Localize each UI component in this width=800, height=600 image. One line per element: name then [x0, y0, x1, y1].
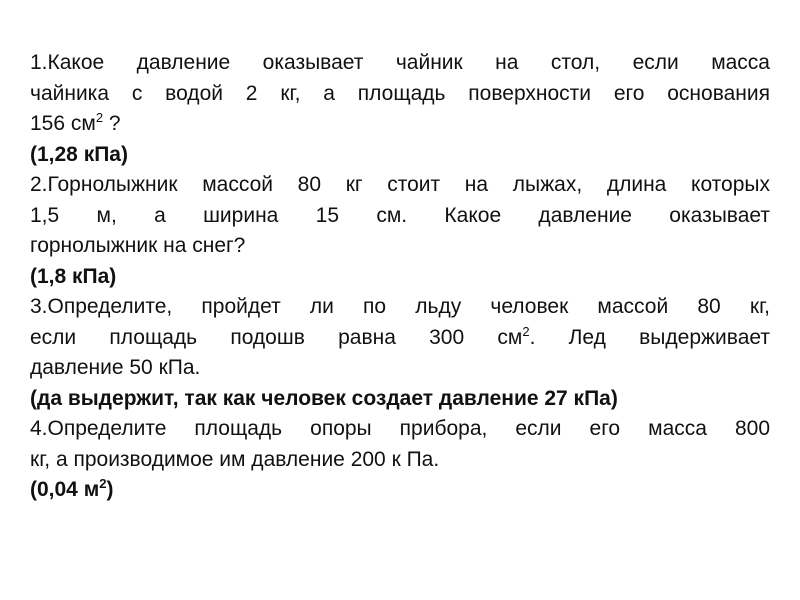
problem-3-area-tail: . Лед выдерживает — [529, 325, 770, 349]
problem-2-number: 2. — [30, 173, 48, 196]
problem-3-line-1 — [30, 292, 770, 323]
problem-1-area-text: 156 см — [30, 112, 96, 135]
problem-2-line-2: 1,5 м, а ширина 15 см. Какое давление оказывает — [30, 203, 770, 227]
problem-1-area-sup: 2 — [95, 110, 104, 125]
problem-3-line-3: давление 50 кПа. — [30, 356, 201, 379]
problem-1-number: 1. — [30, 51, 48, 74]
problem-1-area-tail: ? — [103, 112, 121, 135]
problem-4-answer — [30, 475, 770, 506]
problem-3-area-sup: 2 — [522, 323, 530, 339]
problem-3-answer: (да выдержит, так как человек создает давление 27 кПа) — [30, 386, 618, 410]
problem-1-answer: (1,28 кПа) — [30, 142, 128, 166]
problem-4-answer-text: (0,04 м — [30, 478, 100, 501]
problem-4-text-1: Определите площадь опоры прибора, если его масса 800 — [47, 417, 770, 440]
problem-2-text-1: Горнолыжник массой 80 кг стоит на лыжах, длина которых — [47, 173, 770, 196]
problem-3-number: 3. — [30, 295, 48, 318]
problem-4-answer-sup: 2 — [99, 476, 107, 491]
problem-1-line-3 — [30, 109, 770, 140]
problem-1-line-2: чайника с водой 2 кг, а площадь поверхности его основания — [30, 81, 770, 105]
problem-4-line-1 — [30, 414, 770, 445]
problem-3-line-2 — [30, 323, 770, 354]
problem-2-line-1 — [30, 170, 770, 201]
problem-3-text-1: Определите, пройдет ли по льду человек массой 80 кг, — [47, 295, 770, 318]
problem-3-area-text: если площадь подошв равна 300 см — [30, 325, 523, 349]
problem-1-line-1 — [30, 48, 770, 79]
problem-1-text-1: Какое давление оказывает чайник на стол, если масса — [47, 51, 770, 74]
problem-sheet — [30, 48, 770, 506]
problem-2-line-3: горнолыжник на снег? — [30, 234, 246, 257]
problem-4-line-2: кг, а производимое им давление 200 к Па. — [30, 447, 440, 471]
problem-4-answer-tail: ) — [106, 478, 114, 501]
problem-4-number: 4. — [30, 417, 48, 440]
problem-2-answer: (1,8 кПа) — [30, 264, 117, 288]
